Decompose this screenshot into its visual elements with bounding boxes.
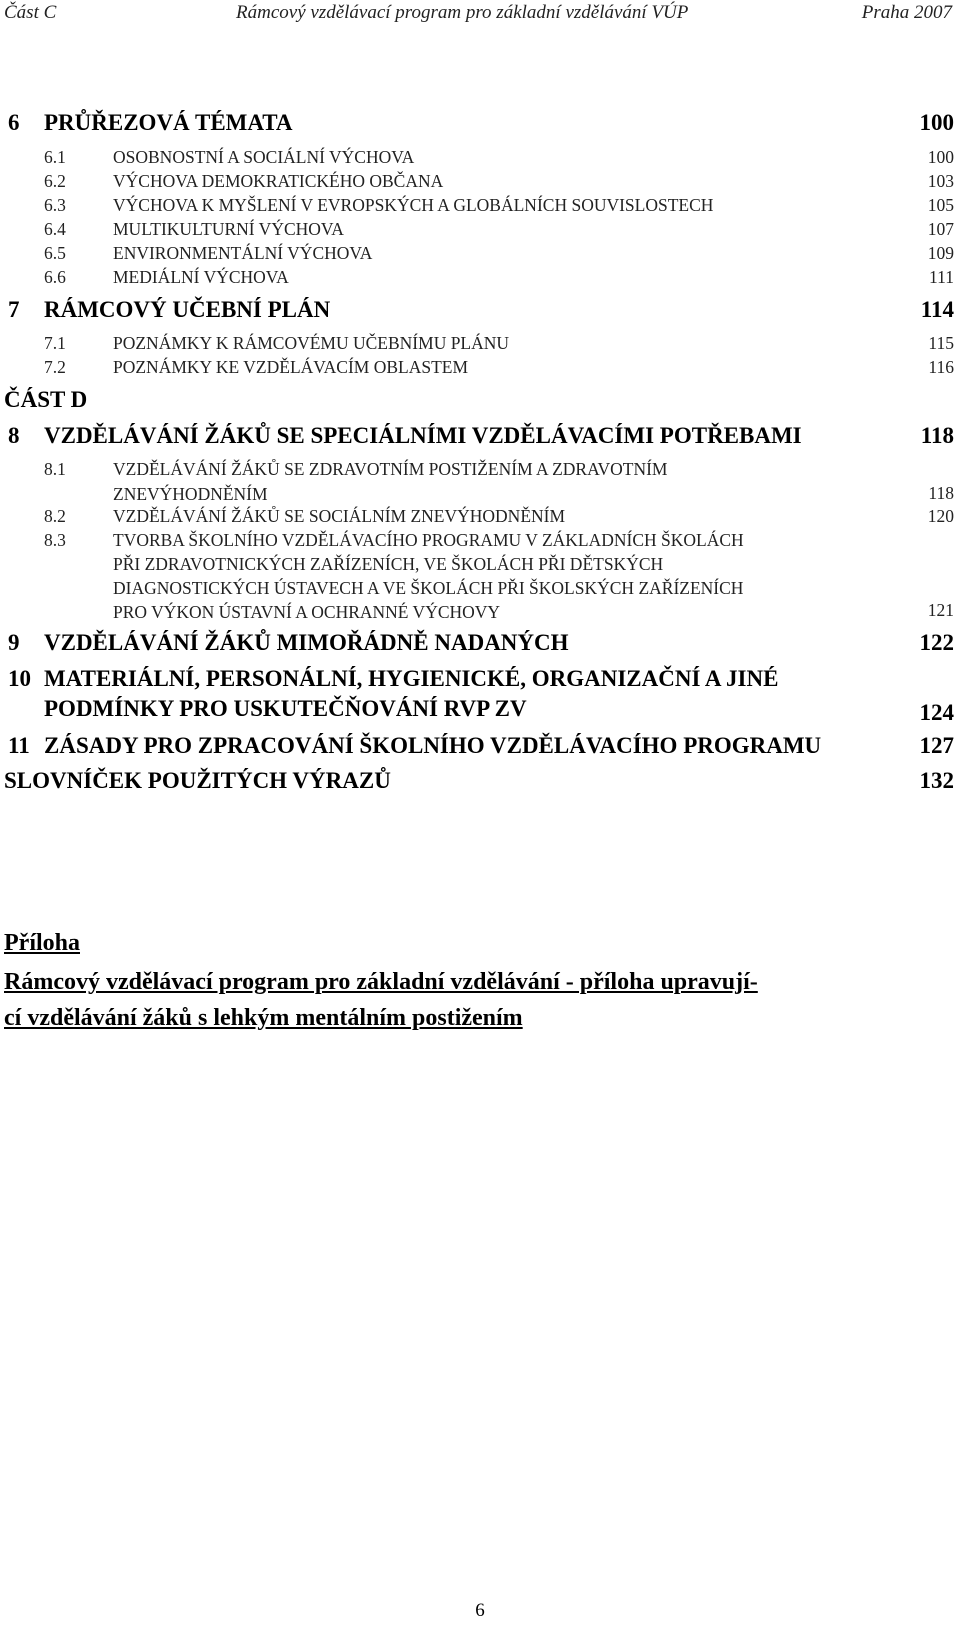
toc-title-line: VZDĚLÁVÁNÍ ŽÁKŮ SE ZDRAVOTNÍM POSTIŽENÍM A ZDRAVOTNÍM xyxy=(113,459,668,479)
toc-page: 107 xyxy=(927,219,954,239)
appendix-heading[interactable]: Příloha xyxy=(4,930,80,956)
toc-page: 124 xyxy=(919,700,954,725)
toc-title: POZNÁMKY K RÁMCOVÉMU UČEBNÍMU PLÁNU xyxy=(113,333,510,353)
page-header xyxy=(4,2,952,28)
toc-title: VÝCHOVA K MYŠLENÍ V EVROPSKÝCH A GLOBÁLNÍCH SOUVISLOSTECH xyxy=(113,195,714,215)
toc-page: 116 xyxy=(928,357,954,377)
toc-number: 6.2 xyxy=(44,171,66,191)
toc-number: 9 xyxy=(8,630,20,655)
toc-number: 6.3 xyxy=(44,195,66,215)
toc-page: 115 xyxy=(928,333,954,353)
header-part: Část C xyxy=(4,2,57,23)
toc-page: 118 xyxy=(920,423,954,448)
toc-page: 111 xyxy=(929,267,954,287)
appendix-link-line[interactable]: Rámcový vzdělávací program pro základní vzdělávání - příloha upravují- xyxy=(4,969,758,995)
toc-number: 6 xyxy=(8,110,20,135)
toc-title: MULTIKULTURNÍ VÝCHOVA xyxy=(113,219,344,239)
toc-number: 8 xyxy=(8,423,20,448)
toc-number: 10 xyxy=(8,666,31,691)
toc-number: 6.4 xyxy=(44,219,66,239)
toc-title-line: PŘI ZDRAVOTNICKÝCH ZAŘÍZENÍCH, VE ŠKOLÁCH PŘI DĚTSKÝCH xyxy=(113,554,664,574)
toc-title-line: ZNEVÝHODNĚNÍM xyxy=(113,484,268,504)
toc-title: VZDĚLÁVÁNÍ ŽÁKŮ MIMOŘÁDNĚ NADANÝCH xyxy=(44,630,569,655)
toc-title: RÁMCOVÝ UČEBNÍ PLÁN xyxy=(44,297,331,322)
toc-page: 109 xyxy=(927,243,954,263)
toc-number: 8.3 xyxy=(44,530,66,550)
toc-title: PRŮŘEZOVÁ TÉMATA xyxy=(44,110,293,135)
toc-title-line: MATERIÁLNÍ, PERSONÁLNÍ, HYGIENICKÉ, ORGANIZAČNÍ A JINÉ xyxy=(44,666,779,691)
toc-number: 11 xyxy=(8,733,30,758)
toc-title-line: TVORBA ŠKOLNÍHO VZDĚLÁVACÍHO PROGRAMU V ZÁKLADNÍCH ŠKOLÁCH xyxy=(113,530,744,550)
toc-title: ENVIRONMENTÁLNÍ VÝCHOVA xyxy=(113,243,373,263)
toc-page: 121 xyxy=(927,600,954,620)
toc-number: 7 xyxy=(8,297,20,322)
part-heading: ČÁST D xyxy=(4,387,88,412)
page-number: 6 xyxy=(475,1600,485,1621)
toc-page: 114 xyxy=(920,297,954,322)
toc-number: 6.5 xyxy=(44,243,66,263)
toc-title: VZDĚLÁVÁNÍ ŽÁKŮ SE SOCIÁLNÍM ZNEVÝHODNĚNÍM xyxy=(113,506,566,526)
toc-title: VÝCHOVA DEMOKRATICKÉHO OBČANA xyxy=(113,171,444,191)
toc-title: POZNÁMKY KE VZDĚLÁVACÍM OBLASTEM xyxy=(113,357,469,377)
header-place-year: Praha 2007 xyxy=(861,2,952,23)
toc-title: OSOBNOSTNÍ A SOCIÁLNÍ VÝCHOVA xyxy=(113,147,415,167)
toc-page: 100 xyxy=(927,147,954,167)
toc-title xyxy=(113,530,744,623)
toc-title xyxy=(44,666,778,722)
toc-page: 105 xyxy=(927,195,954,215)
toc-number: 8.1 xyxy=(44,459,66,479)
toc-number: 8.2 xyxy=(44,506,66,526)
toc-title-line: DIAGNOSTICKÝCH ÚSTAVECH A VE ŠKOLÁCH PŘI ŠKOLSKÝCH ZAŘÍZENÍCH xyxy=(113,578,744,598)
toc-page: 132 xyxy=(919,768,954,793)
toc-title: MEDIÁLNÍ VÝCHOVA xyxy=(113,267,289,287)
toc-page: 118 xyxy=(928,483,954,503)
toc-title: ZÁSADY PRO ZPRACOVÁNÍ ŠKOLNÍHO VZDĚLÁVACÍHO PROGRAMU xyxy=(44,733,822,758)
toc-title: SLOVNÍČEK POUŽITÝCH VÝRAZŮ xyxy=(4,768,391,793)
toc-number: 6.6 xyxy=(44,267,66,287)
toc-page: 127 xyxy=(919,733,954,758)
toc-number: 6.1 xyxy=(44,147,66,167)
toc-title: VZDĚLÁVÁNÍ ŽÁKŮ SE SPECIÁLNÍMI VZDĚLÁVACÍMI POTŘEBAMI xyxy=(44,423,802,448)
toc-page: 103 xyxy=(927,171,954,191)
toc-page: 100 xyxy=(919,110,954,135)
toc-page: 122 xyxy=(919,630,954,655)
toc-number: 7.1 xyxy=(44,333,66,353)
header-title: Rámcový vzdělávací program pro základní vzdělávání VÚP xyxy=(236,2,689,23)
toc-title-line: PODMÍNKY PRO USKUTEČŇOVÁNÍ RVP ZV xyxy=(44,696,527,721)
toc-title xyxy=(113,459,667,505)
toc-number: 7.2 xyxy=(44,357,66,377)
appendix-link-line[interactable]: cí vzdělávání žáků s lehkým mentálním postižením xyxy=(4,1005,523,1031)
toc-title-line: PRO VÝKON ÚSTAVNÍ A OCHRANNÉ VÝCHOVY xyxy=(113,602,501,622)
toc-page: 120 xyxy=(927,506,954,526)
